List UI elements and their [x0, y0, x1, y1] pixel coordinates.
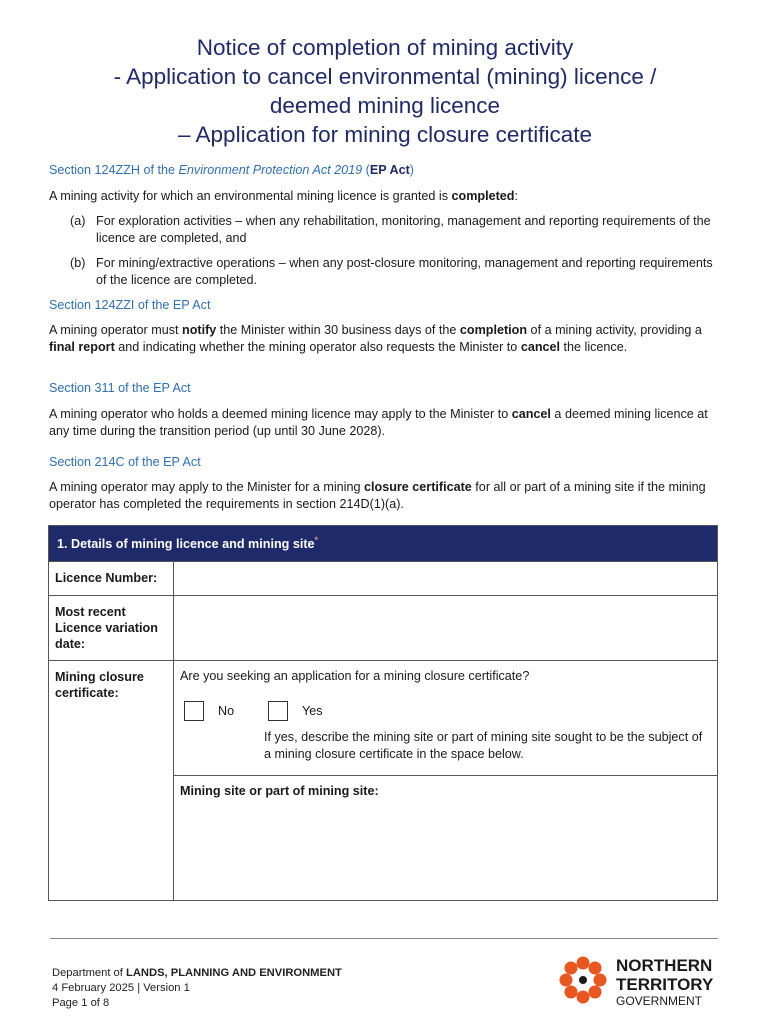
paragraph-closure-certificate: A mining operator may apply to the Minister for a mining closure certificate for all or part of a mining site if the mining operator has completed the requirements in section 214D(1)(a). [49, 480, 706, 511]
section-heading-311: Section 311 of the EP Act [49, 381, 191, 395]
logo-text-northern: NORTHERN [616, 956, 713, 975]
yes-label: Yes [302, 704, 323, 718]
required-marker: * [314, 535, 319, 545]
closure-question-cell [174, 661, 718, 776]
title-line-4: – Application for mining closure certificate [178, 122, 592, 147]
table-header: 1. Details of mining licence and mining site* [49, 526, 718, 562]
footer-divider [50, 938, 718, 939]
variation-date-label: Most recent Licence variation date: [49, 596, 174, 661]
nt-government-logo [556, 950, 726, 1010]
no-checkbox[interactable] [184, 701, 204, 721]
nt-flower-icon [556, 950, 726, 1010]
title-line-1: Notice of completion of mining activity [196, 35, 574, 60]
logo-text-territory: TERRITORY [616, 975, 714, 994]
closure-options [180, 701, 711, 725]
licence-details-table [48, 525, 718, 901]
paragraph-notify: A mining operator must notify the Minister within 30 business days of the completion of a mining activity, providing a final report and indicating whether the mining operator also requests the Minister to cancel the licence. [49, 323, 702, 354]
variation-date-field[interactable] [174, 596, 718, 661]
licence-number-field[interactable] [174, 562, 718, 596]
footer-date-version: 4 February 2025 | Version 1 [52, 982, 190, 994]
no-label: No [218, 704, 235, 718]
mining-site-field[interactable] [174, 776, 718, 901]
footer-page-number: Page 1 of 8 [52, 997, 110, 1009]
closure-question: Are you seeking an application for a mining closure certificate? [180, 669, 530, 683]
footer [52, 966, 342, 1011]
list-item: (a) For exploration activities – when any rehabilitation, monitoring, management and reporting requirements of the licence are completed, and [70, 214, 711, 245]
mining-site-label: Mining site or part of mining site: [180, 784, 379, 798]
page-title [30, 33, 740, 149]
if-yes-instruction: If yes, describe the mining site or part of mining site sought to be the subject of a mining closure certificate in the space below. [264, 730, 703, 761]
section-heading-124zzi: Section 124ZZI of the EP Act [49, 298, 211, 312]
logo-text-government: GOVERNMENT [616, 994, 703, 1008]
closure-certificate-label: Mining closure certificate: [49, 661, 174, 901]
paragraph-completed-definition: A mining activity for which an environmental mining licence is granted is completed: [49, 189, 518, 203]
list-item: (b) For mining/extractive operations – when any post-closure monitoring, management and reporting requirements of the licence are completed. [70, 256, 713, 287]
section-heading-214c: Section 214C of the EP Act [49, 455, 201, 469]
paragraph-deemed-licence: A mining operator who holds a deemed mining licence may apply to the Minister to cancel a deemed mining licence at any time during the transition period (up until 30 June 2028). [49, 407, 708, 438]
section-heading-124zzh: Section 124ZZH of the Environment Protection Act 2019 (EP Act) [49, 163, 414, 177]
title-line-2: - Application to cancel environmental (mining) licence / [113, 64, 657, 89]
yes-checkbox[interactable] [268, 701, 288, 721]
title-line-3: deemed mining licence [269, 93, 501, 118]
licence-number-label: Licence Number: [49, 562, 174, 596]
footer-department: Department of LANDS, PLANNING AND ENVIRONMENT [52, 967, 342, 979]
